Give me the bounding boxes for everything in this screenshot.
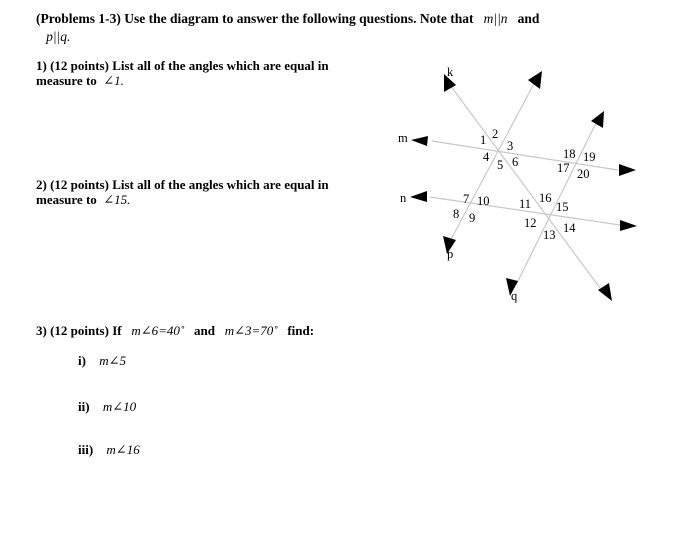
angle-label-10: 10 bbox=[477, 194, 490, 208]
angle-label-16: 16 bbox=[539, 191, 552, 205]
line-n-left-arrow bbox=[410, 191, 427, 202]
line-m-right-arrow bbox=[619, 164, 636, 176]
angle-label-7: 7 bbox=[463, 192, 470, 206]
angle-label-17: 17 bbox=[557, 161, 570, 175]
part-label: ii) bbox=[78, 399, 90, 414]
angle-label-6: 6 bbox=[512, 155, 519, 169]
line-n-right-arrow bbox=[620, 220, 637, 231]
angle-label-1: 1 bbox=[480, 133, 487, 147]
angle-label-12: 12 bbox=[524, 216, 537, 230]
header-and: and bbox=[517, 11, 540, 26]
question-3-prefix: 3) (12 points) If bbox=[36, 323, 122, 338]
line-p bbox=[448, 80, 536, 245]
angle-label-18: 18 bbox=[563, 147, 576, 161]
question-3-given-2: m∠3=70˚ bbox=[224, 323, 278, 338]
angle-label-3: 3 bbox=[507, 139, 514, 153]
header-lead: (Problems 1-3) Use the diagram to answer the following questions. Note that bbox=[36, 11, 474, 26]
line-k-bottom-arrow bbox=[598, 283, 612, 301]
question-1-text: 1) (12 points) List all of the angles which are equal in measure to bbox=[36, 58, 329, 88]
label-n: n bbox=[400, 191, 407, 205]
angle-label-19: 19 bbox=[583, 150, 596, 164]
line-q-top-arrow bbox=[591, 111, 604, 128]
angle-label-4: 4 bbox=[483, 150, 490, 164]
part-label: iii) bbox=[78, 442, 94, 457]
label-p: p bbox=[447, 247, 454, 261]
part-label: i) bbox=[78, 353, 86, 368]
angle-label-9: 9 bbox=[469, 211, 476, 225]
header-m-parallel-n: m||n bbox=[483, 11, 508, 26]
angle-label-11: 11 bbox=[519, 197, 532, 211]
part-expression: m∠5 bbox=[99, 353, 126, 368]
question-3-given-1: m∠6=40˚ bbox=[131, 323, 185, 338]
part-expression: m∠10 bbox=[102, 399, 137, 414]
question-2-angle: ∠15. bbox=[103, 192, 131, 207]
angle-label-5: 5 bbox=[497, 158, 504, 172]
angle-label-8: 8 bbox=[453, 207, 460, 221]
line-p-top-arrow bbox=[528, 71, 542, 89]
question-3-and: and bbox=[193, 323, 215, 338]
header-p-parallel-q: p||q. bbox=[46, 29, 71, 44]
question-2-text: 2) (12 points) List all of the angles which are equal in measure to bbox=[36, 177, 329, 207]
angle-label-14: 14 bbox=[563, 221, 576, 235]
label-k: k bbox=[447, 65, 454, 79]
line-m-left-arrow bbox=[411, 136, 428, 146]
angle-label-15: 15 bbox=[556, 200, 569, 214]
angle-label-2: 2 bbox=[492, 127, 499, 141]
angle-label-13: 13 bbox=[543, 228, 556, 242]
label-m: m bbox=[398, 131, 408, 145]
part-expression: m∠16 bbox=[106, 442, 140, 457]
label-q: q bbox=[511, 289, 518, 303]
angle-label-20: 20 bbox=[577, 167, 590, 181]
line-k bbox=[450, 85, 600, 288]
question-1-angle: ∠1. bbox=[103, 73, 124, 88]
question-3-suffix: find: bbox=[287, 323, 315, 338]
